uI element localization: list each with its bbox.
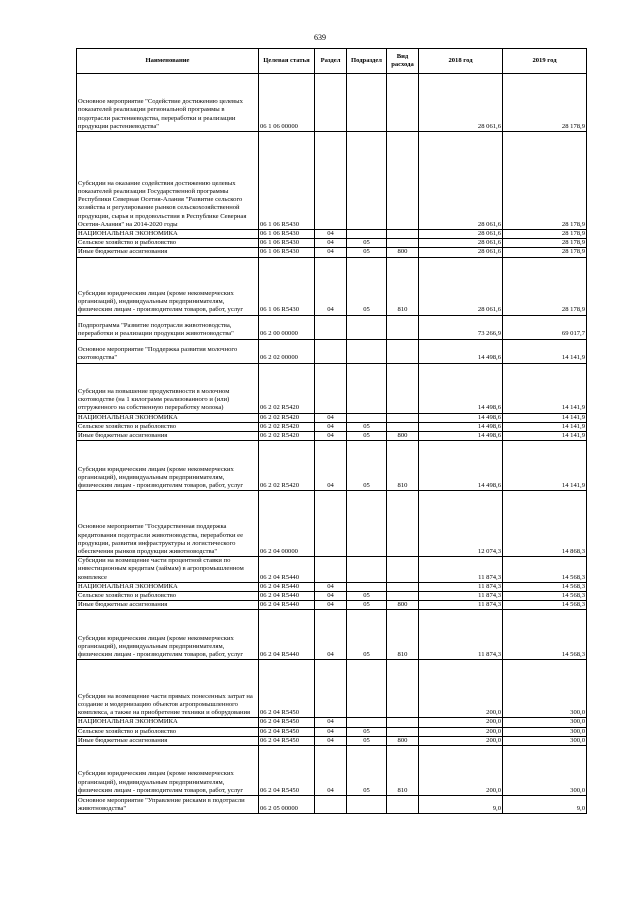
cell-2019: 14 568,3 [503, 601, 587, 610]
cell-subsection: 05 [347, 746, 387, 796]
table-row [77, 491, 587, 557]
cell-expense-type [387, 74, 419, 132]
cell-name: Субсидии юридическим лицам (кроме некоммерческих организаций), индивидуальным предпринимателям, физическим лицам - производителям товаров, работ, услуг [77, 746, 259, 796]
col-header-2019: 2019 год [503, 49, 587, 74]
table-row [77, 315, 587, 339]
cell-subsection: 05 [347, 441, 387, 491]
table-row [77, 257, 587, 315]
cell-expense-type: 800 [387, 601, 419, 610]
cell-expense-type [387, 363, 419, 413]
cell-section [315, 315, 347, 339]
table-row [77, 239, 587, 248]
table-row [77, 413, 587, 422]
cell-name: Подпрограмма "Развитие подотрасли животноводства, переработки и реализации продукции животноводства" [77, 315, 259, 339]
cell-subsection [347, 363, 387, 413]
cell-name: Субсидии на оказание содействия достижению целевых показателей реализации Государственной программы Республики Северная Осетия-Алания "Развитие сельского хозяйства и регулирование рынков сельскохозяйственной продукции, сырья и продовольствия в Республике Северная Осетия-Алания" на 2014-2020 годы [77, 132, 259, 230]
cell-subsection: 05 [347, 610, 387, 660]
col-header-2018: 2018 год [419, 49, 503, 74]
cell-subsection: 05 [347, 727, 387, 736]
cell-2019: 14 141,9 [503, 441, 587, 491]
table-row [77, 132, 587, 230]
cell-target: 06 2 02 R5420 [259, 363, 315, 413]
cell-target: 06 2 04 R5440 [259, 601, 315, 610]
cell-section: 04 [315, 432, 347, 441]
cell-section [315, 132, 347, 230]
cell-section [315, 491, 347, 557]
cell-subsection: 05 [347, 736, 387, 745]
cell-expense-type: 810 [387, 257, 419, 315]
cell-name: Сельское хозяйство и рыболовство [77, 592, 259, 601]
table-row [77, 422, 587, 431]
cell-2019: 14 568,3 [503, 610, 587, 660]
cell-2018: 11 874,3 [419, 582, 503, 591]
col-header-subsection: Подраздел [347, 49, 387, 74]
cell-2018: 200,0 [419, 718, 503, 727]
cell-section: 04 [315, 746, 347, 796]
cell-2019: 14 141,9 [503, 413, 587, 422]
cell-2019: 300,0 [503, 718, 587, 727]
cell-expense-type [387, 592, 419, 601]
table-row [77, 432, 587, 441]
cell-name: НАЦИОНАЛЬНАЯ ЭКОНОМИКА [77, 582, 259, 591]
cell-2019: 69 017,7 [503, 315, 587, 339]
cell-target: 06 1 06 R5430 [259, 257, 315, 315]
cell-target: 06 2 04 R5450 [259, 736, 315, 745]
cell-2018: 28 061,6 [419, 132, 503, 230]
cell-name: НАЦИОНАЛЬНАЯ ЭКОНОМИКА [77, 413, 259, 422]
cell-section: 04 [315, 718, 347, 727]
cell-target: 06 2 02 R5420 [259, 432, 315, 441]
cell-2018: 11 874,3 [419, 557, 503, 583]
cell-section: 04 [315, 736, 347, 745]
table-row [77, 339, 587, 363]
cell-name: Иные бюджетные ассигнования [77, 601, 259, 610]
cell-subsection: 05 [347, 422, 387, 431]
cell-name: Субсидии юридическим лицам (кроме некоммерческих организаций), индивидуальным предпринимателям, физическим лицам - производителям товаров, работ, услуг [77, 441, 259, 491]
cell-subsection: 05 [347, 257, 387, 315]
cell-expense-type [387, 132, 419, 230]
cell-subsection [347, 557, 387, 583]
cell-target: 06 1 06 00000 [259, 74, 315, 132]
table-row [77, 74, 587, 132]
cell-subsection: 05 [347, 592, 387, 601]
cell-subsection [347, 315, 387, 339]
cell-name: Основное мероприятие "Управление рисками в подотрасли животноводства" [77, 796, 259, 814]
cell-expense-type [387, 727, 419, 736]
cell-expense-type: 800 [387, 248, 419, 257]
table-row [77, 441, 587, 491]
cell-2019: 14 141,9 [503, 339, 587, 363]
cell-2018: 200,0 [419, 727, 503, 736]
cell-expense-type [387, 557, 419, 583]
cell-2019: 14 568,3 [503, 582, 587, 591]
col-header-name: Наименование [77, 49, 259, 74]
cell-expense-type: 800 [387, 432, 419, 441]
cell-subsection: 05 [347, 248, 387, 257]
cell-target: 06 2 02 R5420 [259, 413, 315, 422]
table-row [77, 248, 587, 257]
cell-expense-type [387, 796, 419, 814]
cell-name: Сельское хозяйство и рыболовство [77, 239, 259, 248]
col-header-target: Целевая статья [259, 49, 315, 74]
table-row [77, 601, 587, 610]
cell-name: Субсидии юридическим лицам (кроме некоммерческих организаций), индивидуальным предпринимателям, физическим лицам - производителям товаров, работ, услуг [77, 610, 259, 660]
cell-2019: 300,0 [503, 660, 587, 718]
cell-2018: 73 266,9 [419, 315, 503, 339]
cell-subsection: 05 [347, 239, 387, 248]
cell-target: 06 2 04 R5440 [259, 610, 315, 660]
cell-2019: 28 178,9 [503, 257, 587, 315]
cell-target: 06 1 06 R5430 [259, 132, 315, 230]
cell-name: Субсидии на возмещение части процентной ставки по инвестиционным кредитам (займам) в агропромышленном комплексе [77, 557, 259, 583]
cell-2018: 14 498,6 [419, 441, 503, 491]
cell-expense-type: 810 [387, 746, 419, 796]
cell-2018: 11 874,3 [419, 601, 503, 610]
table-row [77, 718, 587, 727]
cell-subsection [347, 660, 387, 718]
cell-expense-type [387, 491, 419, 557]
cell-name: Субсидии на возмещение части прямых понесенных затрат на создание и модернизацию объектов агропромышленного комплекса, а также на приобретение техники и оборудования [77, 660, 259, 718]
cell-expense-type [387, 230, 419, 239]
cell-name: Иные бюджетные ассигнования [77, 736, 259, 745]
cell-2018: 14 498,6 [419, 363, 503, 413]
cell-subsection: 05 [347, 432, 387, 441]
table-row [77, 592, 587, 601]
table-row [77, 660, 587, 718]
table-row [77, 727, 587, 736]
cell-subsection [347, 718, 387, 727]
cell-2018: 11 874,3 [419, 610, 503, 660]
cell-2018: 14 498,6 [419, 339, 503, 363]
cell-subsection [347, 413, 387, 422]
cell-2018: 28 061,6 [419, 230, 503, 239]
cell-section: 04 [315, 413, 347, 422]
cell-target: 06 2 04 R5450 [259, 718, 315, 727]
cell-2019: 9,0 [503, 796, 587, 814]
cell-subsection [347, 339, 387, 363]
cell-subsection [347, 74, 387, 132]
cell-section [315, 796, 347, 814]
cell-name: Основное мероприятие "Содействие достижению целевых показателей реализации региональной программы в подотрасли растениеводства, переработки и реализации продукции растениеводства" [77, 74, 259, 132]
cell-2018: 14 498,6 [419, 432, 503, 441]
cell-expense-type [387, 413, 419, 422]
cell-target: 06 2 04 R5440 [259, 582, 315, 591]
cell-expense-type [387, 239, 419, 248]
table-row [77, 363, 587, 413]
cell-target: 06 1 06 R5430 [259, 248, 315, 257]
cell-section: 04 [315, 601, 347, 610]
page-number: 639 [314, 33, 326, 42]
cell-name: Сельское хозяйство и рыболовство [77, 727, 259, 736]
cell-2018: 28 061,6 [419, 74, 503, 132]
cell-name: Основное мероприятие "Государственная поддержка кредитования подотрасли животноводства, переработки ее продукции, развития инфраструктуры и логистического обеспечения рынков продукции животноводства" [77, 491, 259, 557]
cell-expense-type: 810 [387, 441, 419, 491]
table-row [77, 610, 587, 660]
cell-expense-type [387, 660, 419, 718]
cell-name: Иные бюджетные ассигнования [77, 248, 259, 257]
cell-name: НАЦИОНАЛЬНАЯ ЭКОНОМИКА [77, 230, 259, 239]
cell-2018: 14 498,6 [419, 413, 503, 422]
col-header-expense-type: Вид расхода [387, 49, 419, 74]
cell-expense-type [387, 315, 419, 339]
cell-target: 06 2 04 R5440 [259, 557, 315, 583]
cell-2019: 14 568,3 [503, 557, 587, 583]
cell-2018: 200,0 [419, 746, 503, 796]
cell-section: 04 [315, 592, 347, 601]
cell-expense-type [387, 718, 419, 727]
cell-2018: 28 061,6 [419, 257, 503, 315]
cell-target: 06 1 06 R5430 [259, 239, 315, 248]
cell-target: 06 2 05 00000 [259, 796, 315, 814]
cell-expense-type [387, 582, 419, 591]
cell-section: 04 [315, 610, 347, 660]
table-body [77, 74, 587, 814]
cell-2019: 14 141,9 [503, 363, 587, 413]
cell-2019: 14 141,9 [503, 432, 587, 441]
cell-target: 06 1 06 R5430 [259, 230, 315, 239]
cell-section [315, 557, 347, 583]
cell-2019: 28 178,9 [503, 74, 587, 132]
cell-target: 06 2 04 00000 [259, 491, 315, 557]
cell-2019: 28 178,9 [503, 248, 587, 257]
cell-target: 06 2 04 R5450 [259, 727, 315, 736]
cell-section: 04 [315, 727, 347, 736]
cell-section [315, 363, 347, 413]
cell-2019: 28 178,9 [503, 239, 587, 248]
cell-name: Субсидии юридическим лицам (кроме некоммерческих организаций), индивидуальным предпринимателям, физическим лицам - производителям товаров, работ, услуг [77, 257, 259, 315]
cell-subsection [347, 230, 387, 239]
header-row [77, 49, 587, 74]
table-row [77, 746, 587, 796]
col-header-section: Раздел [315, 49, 347, 74]
cell-target: 06 2 02 R5420 [259, 441, 315, 491]
cell-section: 04 [315, 582, 347, 591]
cell-2018: 28 061,6 [419, 248, 503, 257]
table-row [77, 796, 587, 814]
cell-target: 06 2 04 R5440 [259, 592, 315, 601]
cell-2019: 28 178,9 [503, 230, 587, 239]
cell-expense-type [387, 339, 419, 363]
cell-2018: 9,0 [419, 796, 503, 814]
cell-section: 04 [315, 239, 347, 248]
cell-2019: 28 178,9 [503, 132, 587, 230]
cell-target: 06 2 02 00000 [259, 339, 315, 363]
cell-2019: 14 141,9 [503, 422, 587, 431]
table-row [77, 582, 587, 591]
cell-section [315, 660, 347, 718]
cell-expense-type: 810 [387, 610, 419, 660]
cell-expense-type: 800 [387, 736, 419, 745]
cell-2018: 200,0 [419, 736, 503, 745]
cell-subsection [347, 491, 387, 557]
cell-subsection [347, 796, 387, 814]
cell-2019: 14 868,3 [503, 491, 587, 557]
budget-table [76, 48, 587, 814]
cell-2018: 11 874,3 [419, 592, 503, 601]
cell-2018: 12 074,3 [419, 491, 503, 557]
cell-expense-type [387, 422, 419, 431]
table-row [77, 736, 587, 745]
cell-section: 04 [315, 441, 347, 491]
cell-subsection: 05 [347, 601, 387, 610]
cell-target: 06 2 04 R5450 [259, 660, 315, 718]
cell-section [315, 339, 347, 363]
table-row [77, 557, 587, 583]
cell-2018: 14 498,6 [419, 422, 503, 431]
table-header [77, 49, 587, 74]
cell-section: 04 [315, 248, 347, 257]
cell-name: НАЦИОНАЛЬНАЯ ЭКОНОМИКА [77, 718, 259, 727]
cell-name: Иные бюджетные ассигнования [77, 432, 259, 441]
cell-name: Основное мероприятие "Поддержка развития молочного скотоводства" [77, 339, 259, 363]
cell-name: Субсидии на повышение продуктивности в молочном скотоводстве (на 1 килограмм реализованного и (или) отгруженного на собственную переработку молока) [77, 363, 259, 413]
cell-target: 06 2 02 R5420 [259, 422, 315, 431]
cell-section: 04 [315, 422, 347, 431]
cell-target: 06 2 00 00000 [259, 315, 315, 339]
cell-2018: 200,0 [419, 660, 503, 718]
table-row [77, 230, 587, 239]
cell-name: Сельское хозяйство и рыболовство [77, 422, 259, 431]
cell-section [315, 74, 347, 132]
cell-target: 06 2 04 R5450 [259, 746, 315, 796]
cell-2019: 300,0 [503, 736, 587, 745]
cell-subsection [347, 582, 387, 591]
cell-2018: 28 061,6 [419, 239, 503, 248]
cell-section: 04 [315, 230, 347, 239]
cell-subsection [347, 132, 387, 230]
cell-section: 04 [315, 257, 347, 315]
cell-2019: 300,0 [503, 727, 587, 736]
cell-2019: 14 568,3 [503, 592, 587, 601]
cell-2019: 300,0 [503, 746, 587, 796]
